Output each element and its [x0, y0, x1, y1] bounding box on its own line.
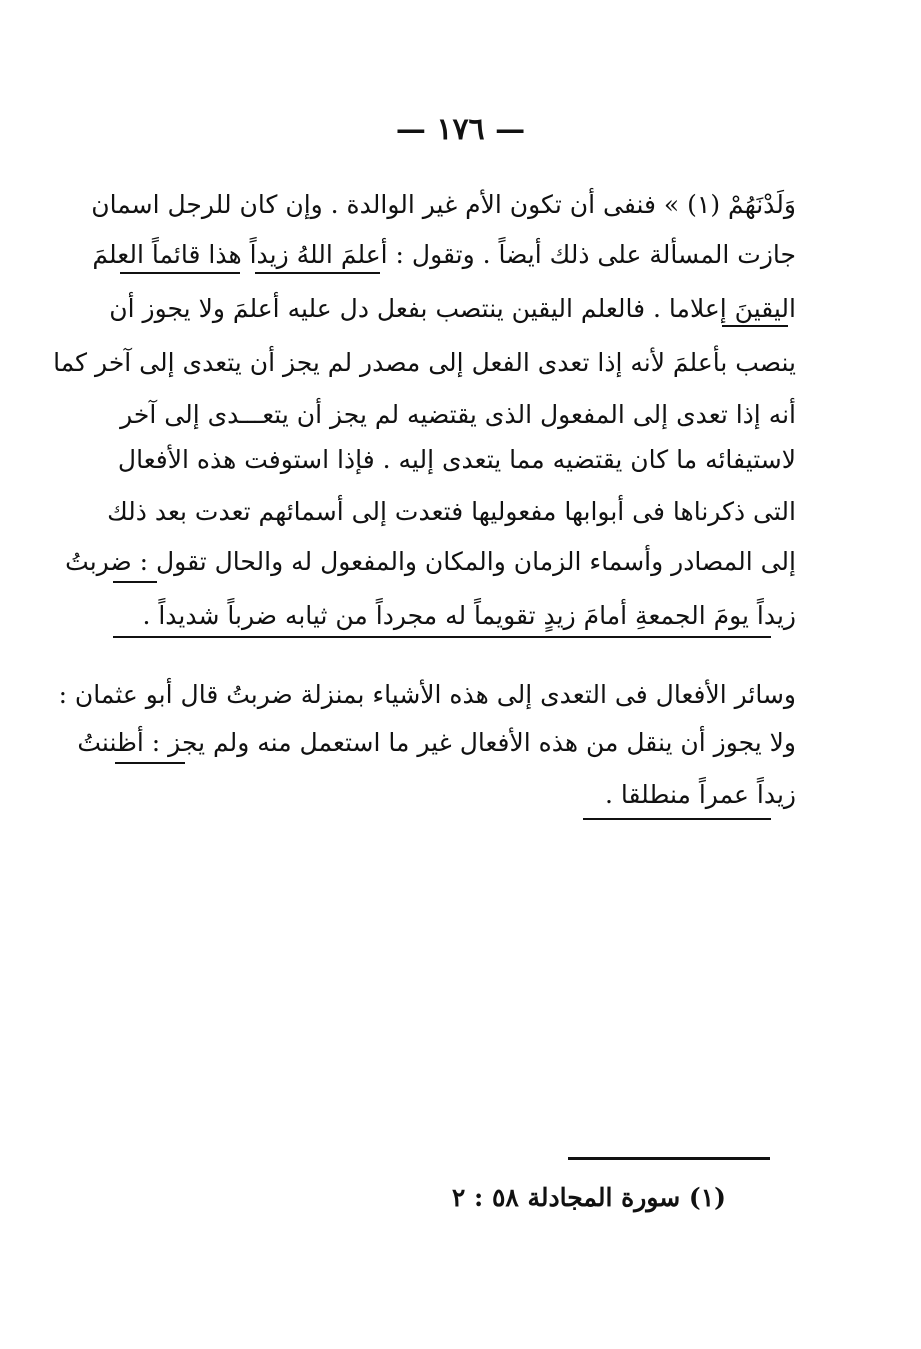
text-line: وَلَدْنَهُمْ (١) » فنفى أن تكون الأم غير الوالدة . وإن كان للرجل اسمان [91, 190, 796, 219]
example-underline [120, 272, 240, 274]
text-line: زيداً يومَ الجمعةِ أمامَ زيدٍ تقويماً له مجرداً من ثيابه ضرباً شديداً . [142, 601, 796, 630]
text-line: أنه إذا تعدى إلى المفعول الذى يقتضيه لم يجز أن يتعـــدى إلى آخر [120, 400, 796, 429]
text-line: اليقينَ إعلاما . فالعلم اليقين ينتصب بفعل دل عليه أعلمَ ولا يجوز أن [109, 294, 796, 323]
footnote: (١) سورة المجادلة ٥٨ : ٢ [451, 1183, 726, 1212]
text-line: وسائر الأفعال فى التعدى إلى هذه الأشياء بمنزلة ضربتُ قال أبو عثمان : [58, 680, 796, 709]
text-line: لاستيفائه ما كان يقتضيه مما يتعدى إليه . فإذا استوفت هذه الأفعال [117, 445, 796, 474]
footnote-divider [568, 1157, 770, 1160]
text-line: ولا يجوز أن ينقل من هذه الأفعال غير ما استعمل منه ولم يجز : أظننتُ [77, 728, 796, 757]
example-underline [722, 325, 788, 327]
text-line: ينصب بأعلمَ لأنه إذا تعدى الفعل إلى مصدر لم يجز أن يتعدى إلى آخر كما [53, 348, 796, 377]
example-underline [113, 581, 157, 583]
example-underline [115, 762, 185, 764]
text-line: جازت المسألة على ذلك أيضاً . وتقول : أعلمَ اللهُ زيداً هذا قائماً العلمَ [92, 240, 796, 269]
example-underline [113, 636, 771, 638]
example-underline [583, 818, 771, 820]
page-number: — ١٧٦ — [395, 112, 526, 147]
text-line: التى ذكرناها فى أبوابها مفعوليها فتعدت إلى أسمائهم تعدت بعد ذلك [107, 497, 796, 526]
example-underline [255, 272, 380, 274]
text-line: إلى المصادر وأسماء الزمان والمكان والمفعول له والحال تقول : ضربتُ [65, 547, 796, 576]
text-line: زيداً عمراً منطلقا . [605, 780, 796, 809]
